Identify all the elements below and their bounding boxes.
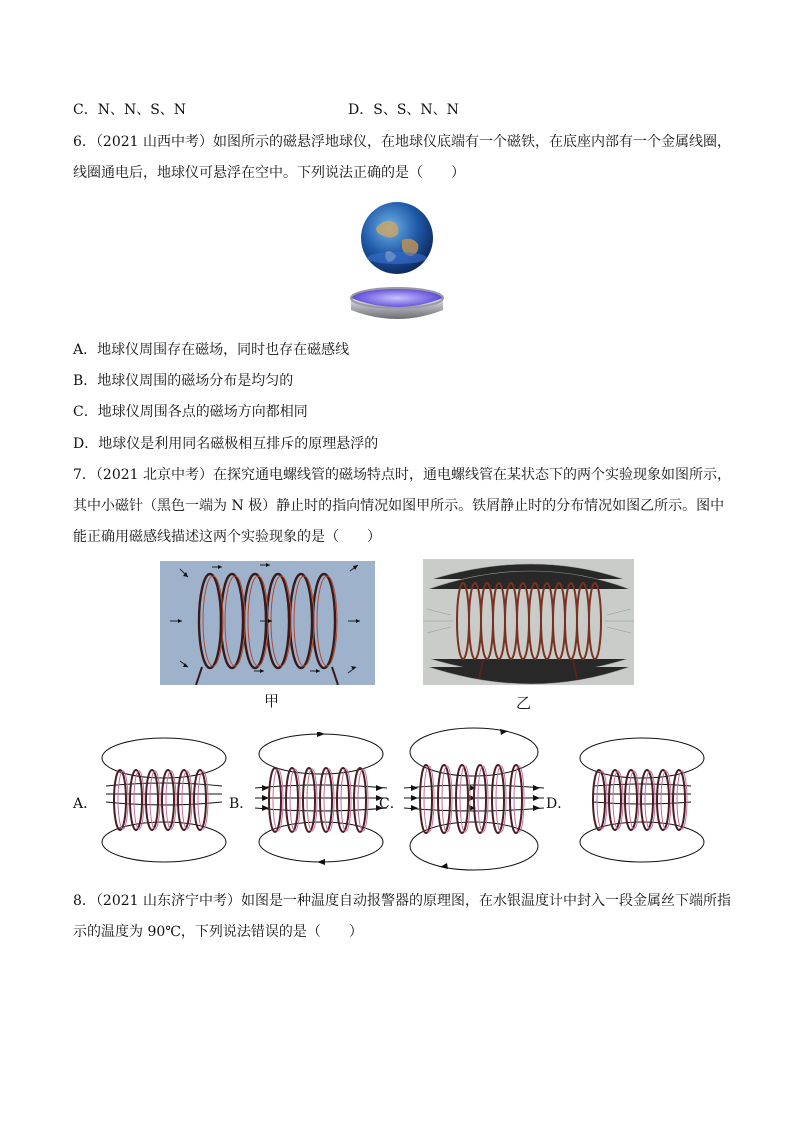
q8-stem-line1: 8．（2021 山东济宁中考）如图是一种温度自动报警器的原理图，在水银温度计中封入一段金属丝下端所指 xyxy=(73,893,731,909)
q5-option-c: C．N、N、S、N xyxy=(73,102,187,118)
q8-stem-line2: 示的温度为 90℃，下列说法错误的是（ ） xyxy=(73,924,363,940)
q7-stem-line2: 其中小磁针（黑色一端为 N 极）静止时的指向情况如图甲所示。铁屑静止时的分布情况如图乙所示。图中 xyxy=(73,498,725,514)
caption-yi: 乙 xyxy=(516,694,532,712)
diagram-option-c xyxy=(404,726,544,872)
q6-option-a: A．地球仪周围存在磁场，同时也存在磁感线 xyxy=(73,342,350,358)
q7-stem-line1: 7．（2021 北京中考）在探究通电螺线管的磁场特点时，通电螺线管在某状态下的两个实验现象如图所示， xyxy=(73,467,731,483)
maglev-globe-figure xyxy=(346,200,448,326)
q6-stem-line1: 6．（2021 山西中考）如图所示的磁悬浮地球仪，在地球仪底端有一个磁铁，在底座内部有一个金属线圈， xyxy=(73,134,731,150)
diagram-option-d xyxy=(575,736,709,864)
q7-option-a-label: A． xyxy=(73,796,98,812)
q7-option-d-label: D． xyxy=(546,796,572,812)
q6-stem-line2: 线圈通电后，地球仪可悬浮在空中。下列说法正确的是（ ） xyxy=(73,165,465,181)
q6-option-d: D．地球仪是利用同名磁极相互排斥的原理悬浮的 xyxy=(73,436,379,452)
diagram-option-a xyxy=(98,736,230,864)
caption-jia: 甲 xyxy=(264,692,280,710)
q7-option-b-label: B． xyxy=(229,796,254,812)
q6-option-b: B．地球仪周围的磁场分布是均匀的 xyxy=(73,373,294,389)
photo-jia-solenoid-compasses xyxy=(160,561,375,685)
q7-option-c-label: C． xyxy=(379,796,404,812)
photo-yi-iron-filings xyxy=(423,559,634,685)
q6-option-c: C．地球仪周围各点的磁场方向都相同 xyxy=(73,404,308,420)
q5-option-d: D．S、S、N、N xyxy=(348,102,459,118)
q7-stem-line3: 能正确用磁感线描述这两个实验现象的是（ ） xyxy=(73,529,381,545)
diagram-option-b xyxy=(255,732,387,866)
